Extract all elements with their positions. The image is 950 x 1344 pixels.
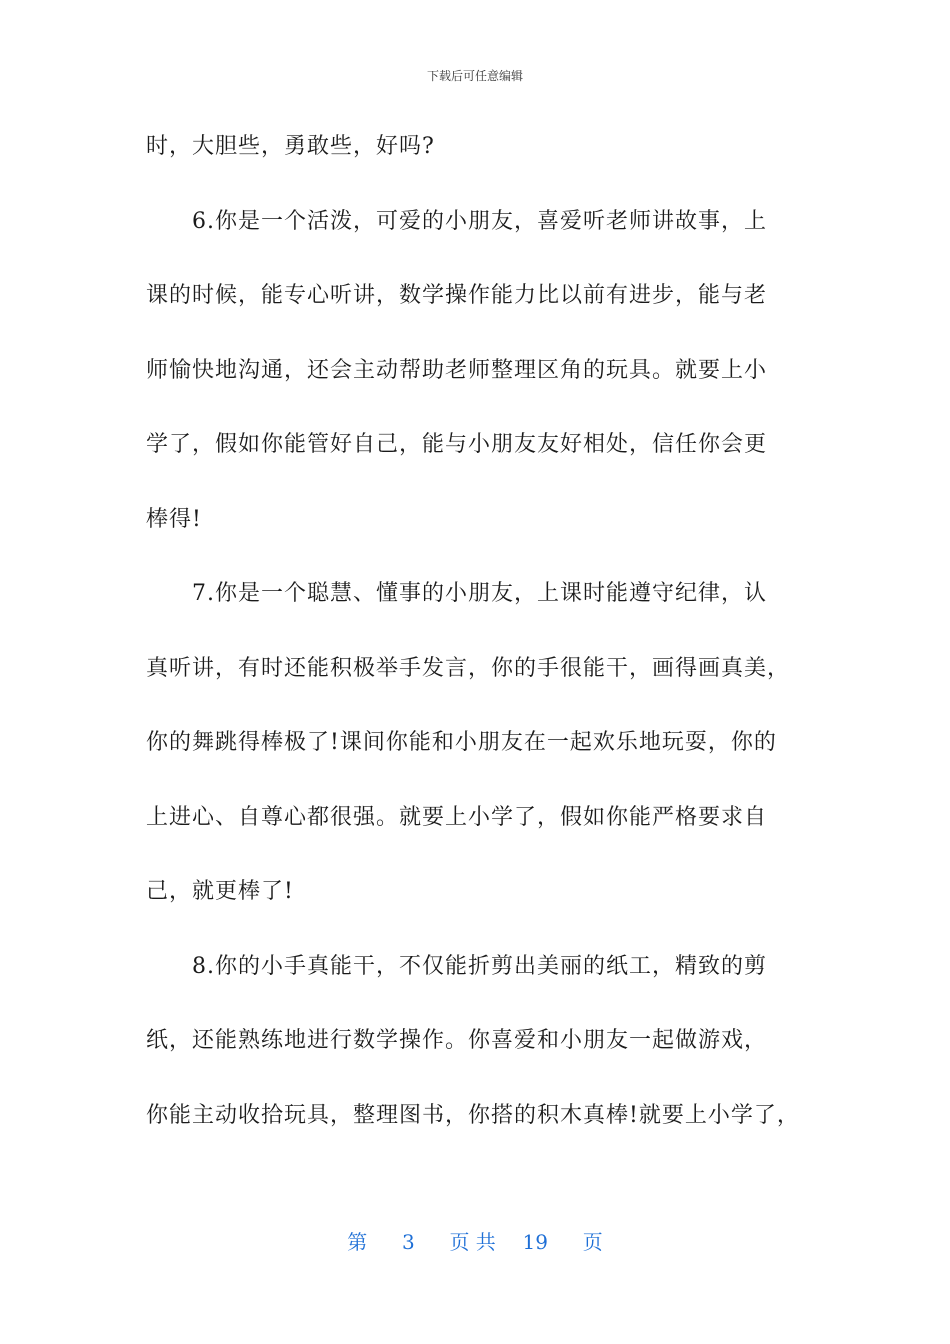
text-line: 你的舞跳得棒极了!课间你能和小朋友在一起欢乐地玩耍，你的 [146,730,777,755]
text-line: 棒得! [146,506,202,532]
document-body [146,128,806,1171]
text-line: 你能主动收拾玩具，整理图书，你搭的积木真棒!就要上小学了， [146,1102,800,1128]
text-line: 师愉快地沟通，还会主动帮助老师整理区角的玩具。就要上小 [146,357,768,383]
text-line: 课的时候，能专心听讲，数学操作能力比以前有进步，能与老 [146,283,768,308]
page-header-note: 下载后可任意编辑 [426,69,523,83]
text-line: 真听讲，有时还能积极举手发言，你的手很能干，画得画真美， [146,655,791,681]
text-line: 学了，假如你能管好自己，能与小朋友友好相处，信任你会更 [146,432,768,457]
page-footer [0,1226,950,1255]
text-line: 上进心、自尊心都很强。就要上小学了，假如你能严格要求自 [146,804,768,830]
current-page-number: 3 [402,1230,415,1254]
footer-prefix: 第 [347,1230,368,1254]
footer-suffix: 页 [582,1230,603,1254]
paragraph-item-8 [146,948,806,1172]
total-pages-number: 19 [522,1230,548,1254]
text-line: 6.你是一个活泼，可爱的小朋友，喜爱听老师讲故事，上 [192,208,767,234]
paragraph-item-6 [146,203,806,576]
footer-middle: 页 共 [449,1230,496,1254]
text-line: 7.你是一个聪慧、懂事的小朋友，上课时能遵守纪律，认 [192,581,767,606]
text-line: 时，大胆些，勇敢些，好吗? [146,134,435,159]
text-line: 8.你的小手真能干，不仅能折剪出美丽的纸工，精致的剪 [192,953,767,979]
paragraph-continuation [146,128,806,203]
paragraph-item-7 [146,575,806,948]
text-line: 纸，还能熟练地进行数学操作。你喜爱和小朋友一起做游戏， [146,1028,768,1053]
text-line: 己，就更棒了! [146,879,294,904]
